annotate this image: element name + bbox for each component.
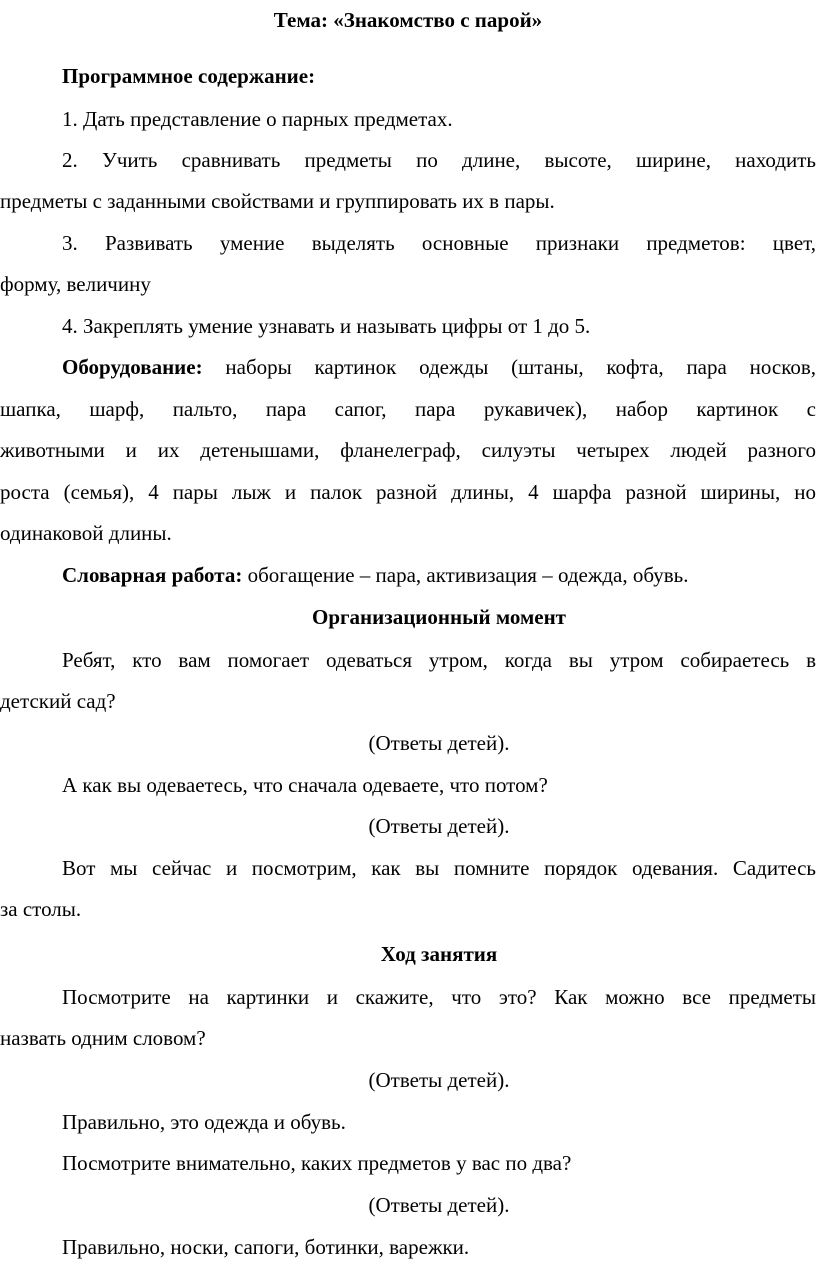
program-item-3-line-1: 3. Развивать умение выделять основные признаки предметов: цвет, [62, 231, 816, 255]
org-answer-1: (Ответы детей). [368, 731, 510, 755]
lesson-p4: Правильно, носки, сапоги, ботинки, варежки. [62, 1235, 470, 1259]
equipment-line-5: одинаковой длины. [0, 521, 172, 545]
equipment-label: Оборудование: [62, 355, 203, 379]
equipment-line-4: роста (семья), 4 пары лыж и палок разной длины, 4 шарфа разной ширины, но [0, 480, 816, 504]
org-p2: А как вы одеваетесь, что сначала одеваете, что потом? [62, 773, 548, 797]
lesson-p3: Посмотрите внимательно, каких предметов у вас по два? [62, 1151, 572, 1175]
vocab-label: Словарная работа: [62, 563, 243, 587]
org-answer-2: (Ответы детей). [368, 814, 510, 838]
lesson-p2: Правильно, это одежда и обувь. [62, 1110, 346, 1134]
equipment-line-1 [62, 355, 816, 379]
program-item-2-line-1: 2. Учить сравнивать предметы по длине, высоте, ширине, находить [62, 148, 816, 172]
equipment-line-2: шапка, шарф, пальто, пара сапог, пара рукавичек), набор картинок с [0, 397, 816, 421]
equipment-text-1: наборы картинок одежды (штаны, кофта, пара носков, [202, 355, 816, 379]
program-item-4: 4. Закреплять умение узнавать и называть цифры от 1 до 5. [62, 314, 591, 338]
org-p3-line-1: Вот мы сейчас и посмотрим, как вы помните порядок одевания. Садитесь [62, 856, 816, 880]
org-heading: Организационный момент [312, 605, 566, 629]
vocab-line [62, 563, 816, 587]
lesson-p1-line-2: назвать одним словом? [0, 1026, 206, 1050]
equipment-line-3: животными и их детенышами, фланелеграф, силуэты четырех людей разного [0, 438, 816, 462]
lesson-answer-1: (Ответы детей). [368, 1068, 510, 1092]
lesson-answer-2: (Ответы детей). [368, 1193, 510, 1217]
lesson-p1-line-1: Посмотрите на картинки и скажите, что это? Как можно все предметы [62, 985, 816, 1009]
document-title: Тема: «Знакомство с парой» [273, 8, 543, 32]
vocab-text: обогащение – пара, активизация – одежда, обувь. [242, 563, 689, 587]
program-item-2-line-2: предметы с заданными свойствами и группировать их в пары. [0, 189, 555, 213]
org-p3-line-2: за столы. [0, 897, 82, 921]
program-item-3-line-2: форму, величину [0, 272, 151, 296]
org-p1-line-2: детский сад? [0, 689, 116, 713]
lesson-heading: Ход занятия [380, 942, 498, 966]
org-p1-line-1: Ребят, кто вам помогает одеваться утром, когда вы утром собираетесь в [62, 648, 816, 672]
program-heading: Программное содержание: [62, 64, 316, 88]
program-item-1: 1. Дать представление о парных предметах. [62, 107, 453, 131]
